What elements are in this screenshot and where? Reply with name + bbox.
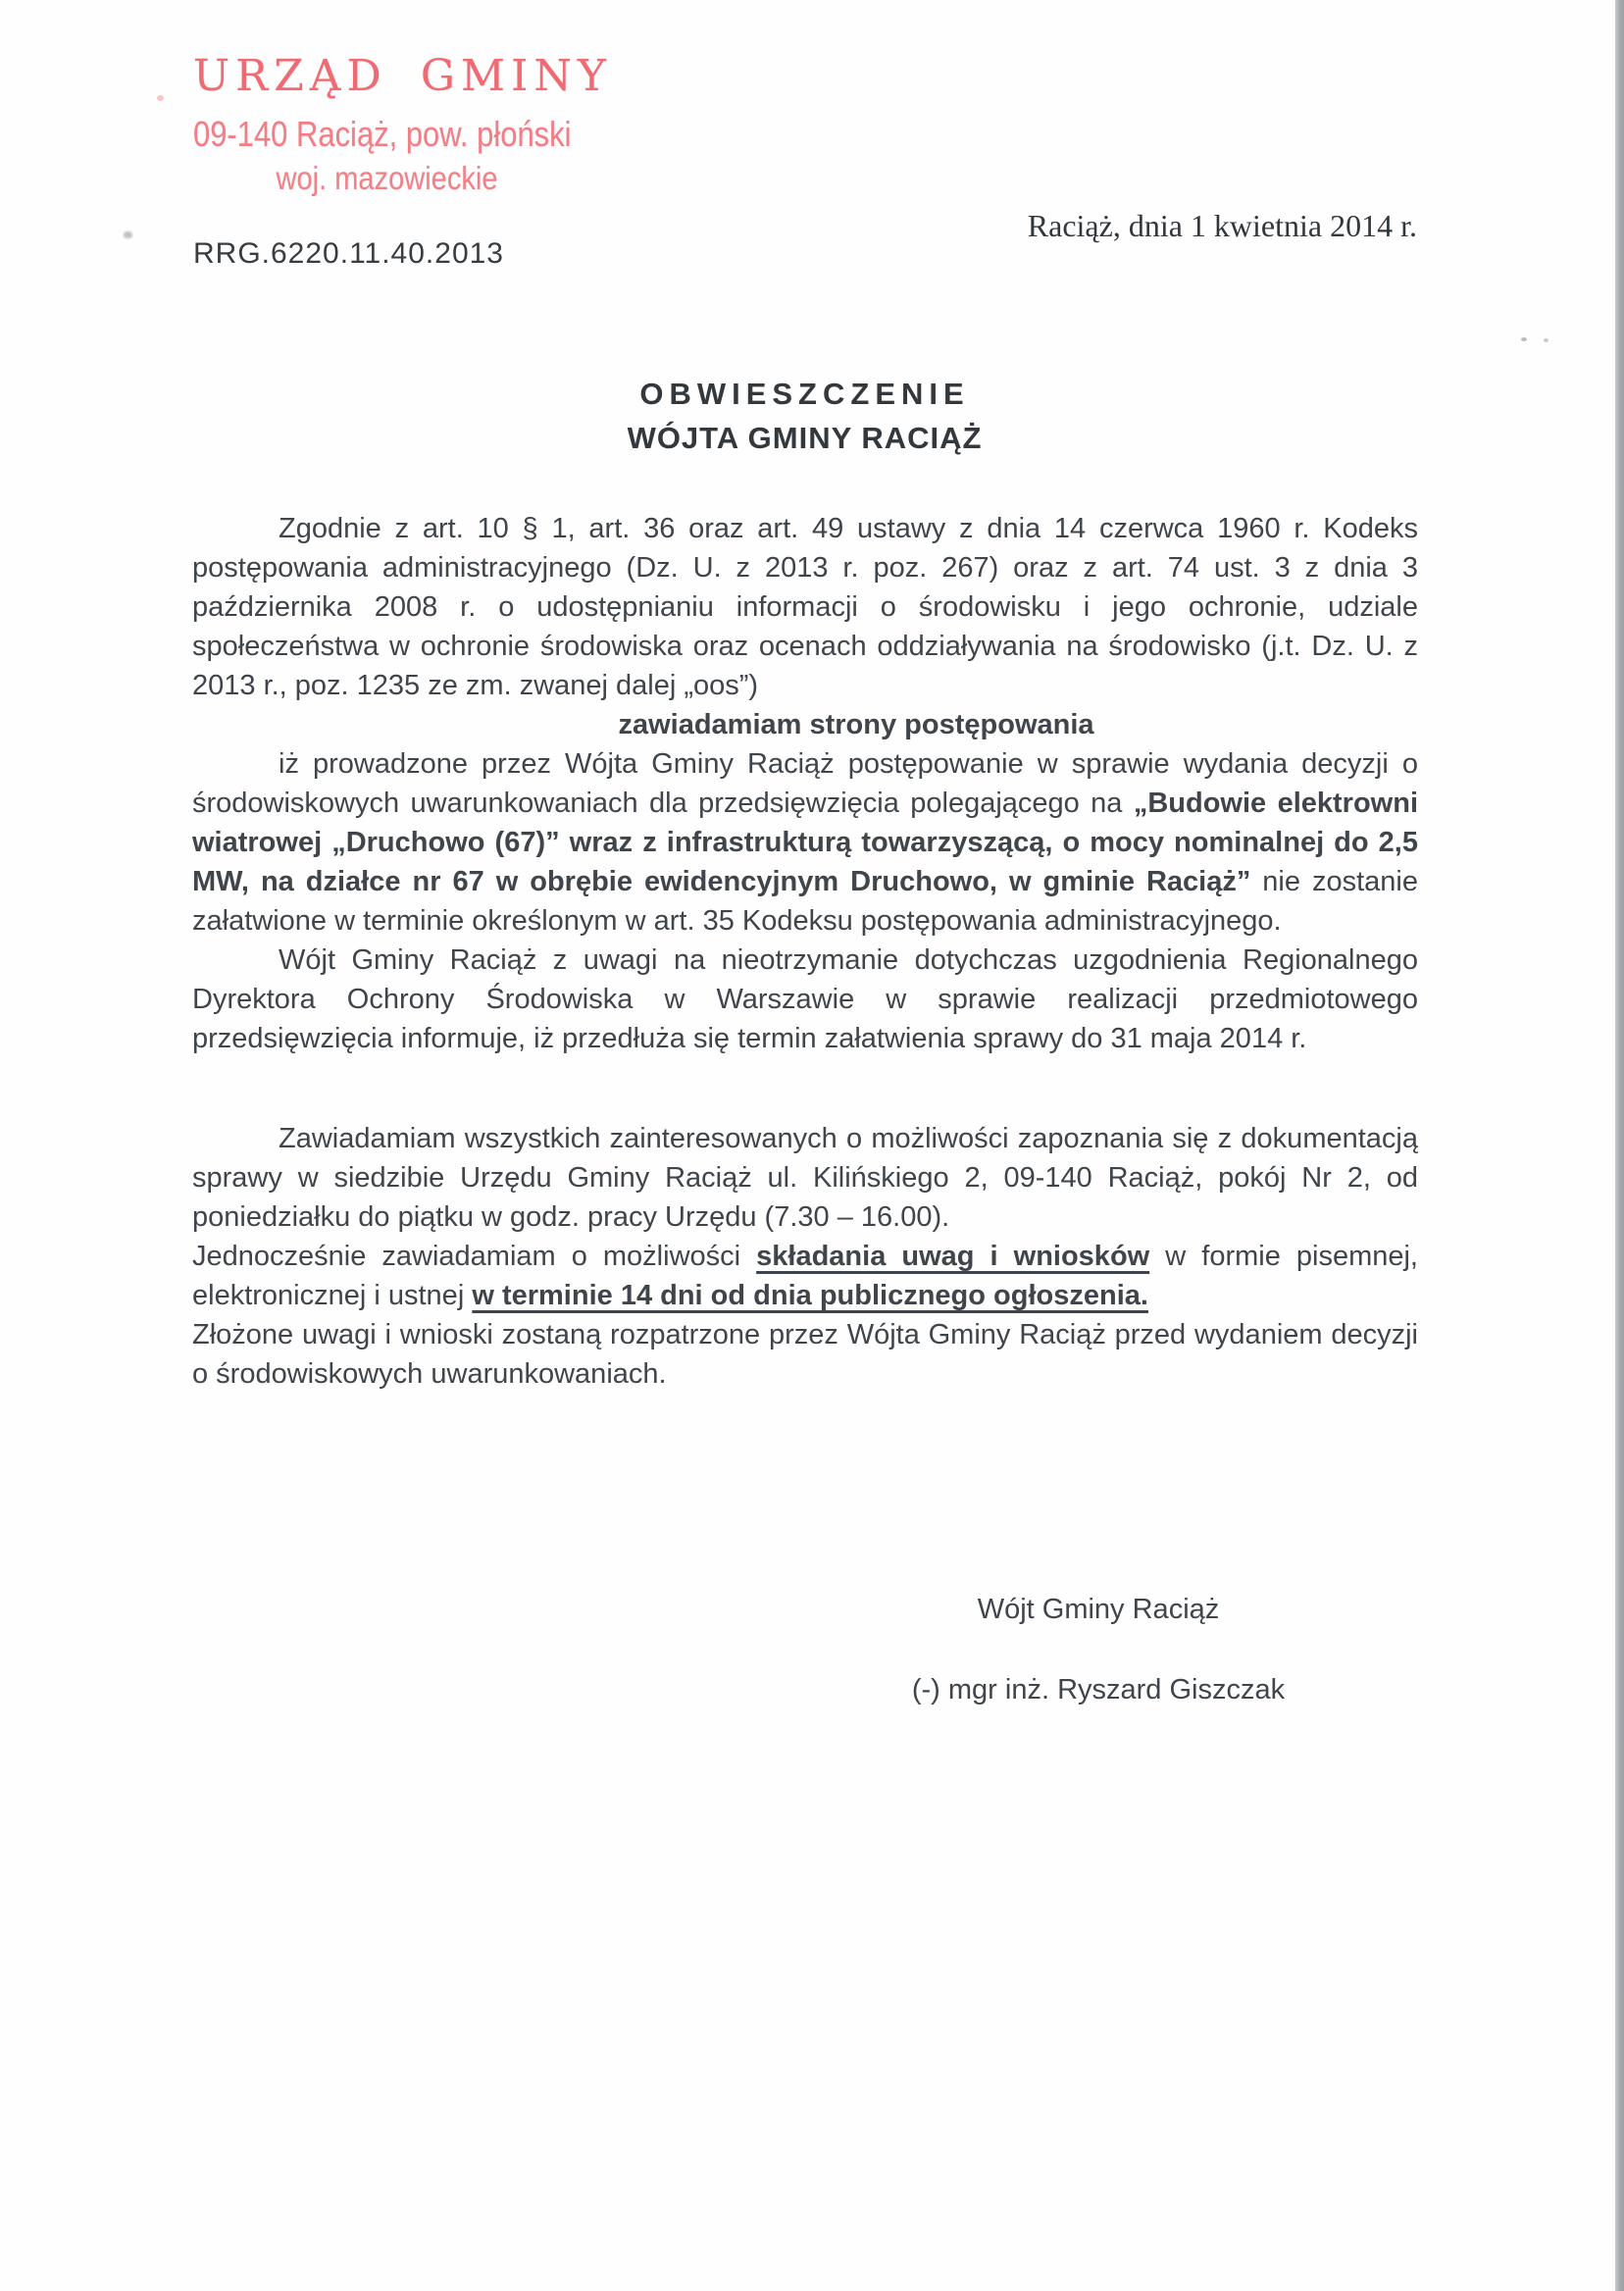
title-issuer: WÓJTA GMINY RACIĄŻ: [627, 421, 983, 455]
proceeding-text-tail: nie zostanie załatwione w terminie określonym w art. 35 Kodeksu postępowania administracyjnego.: [192, 866, 1418, 937]
subheading-notification: zawiadamiam strony postępowania: [618, 709, 1094, 740]
paragraph-remarks-submission: [192, 1237, 1418, 1315]
stamp-voivodeship-line: woj. mazowieckie: [276, 160, 498, 196]
place-date-line: Raciąż, dnia 1 kwietnia 2014 r.: [1027, 208, 1417, 243]
office-stamp: [193, 51, 612, 198]
stamp-address-line: 09-140 Raciąż, pow. płoński: [193, 114, 572, 154]
paragraph-deadline-extension: Wójt Gminy Raciąż z uwagi na nieotrzymanie dotychczas uzgodnienia Regionalnego Dyrektora Ochrony Środowiska w Warszawie w sprawie realizacji przedmiotowego przedsięwzięcia informuje, iż przedłuża się termin załatwienia sprawy do 31 maja 2014 r.: [192, 944, 1418, 1054]
paragraph-file-review-info: Zawiadamiam wszystkich zainteresowanych o możliwości zapoznania się z dokumentacją sprawy w siedzibie Urzędu Gminy Raciąż ul. Kilińskiego 2, 09-140 Raciąż, pokój Nr 2, od poniedziałku do piątku w godz. pracy Urzędu (7.30 – 16.00).: [192, 1123, 1418, 1233]
paragraph-proceeding: [192, 744, 1418, 941]
remarks-deadline-underlined: w terminie 14 dni od dnia publicznego ogłoszenia.: [472, 1280, 1148, 1311]
proceeding-text-lead: iż prowadzone przez Wójta Gminy Raciąż postępowanie w sprawie wydania decyzji o środowiskowych uwarunkowaniach dla przedsięwzięcia polegającego na: [192, 748, 1418, 819]
remarks-text-mid: w formie pisemnej, elektronicznej i ustnej: [192, 1241, 1418, 1311]
document-title: [192, 375, 1417, 458]
scan-edge-artifact: [1615, 0, 1624, 2291]
signature-name: (-) mgr inż. Ryszard Giszczak: [911, 1674, 1286, 1706]
signature-block: [863, 1590, 1334, 1709]
title-obwieszczenie: OBWIESZCZENIE: [639, 377, 970, 411]
scan-dot-artifact: [1521, 337, 1527, 341]
remarks-phrase-underlined: składania uwag i wniosków: [756, 1241, 1150, 1272]
paragraph-legal-basis: Zgodnie z art. 10 § 1, art. 36 oraz art. 49 ustawy z dnia 14 czerwca 1960 r. Kodeks postępowania administracyjnego (Dz. U. z 2013 r. poz. 267) oraz z art. 74 ust. 3 z dnia 3 października 2008 r. o udostępnianiu informacji o środowisku i jego ochronie, udziale społeczeństwa w ochronie środowiska oraz ocenach oddziaływania na środowisko (j.t. Dz. U. z 2013 r., poz. 1235 ze zm. zwanej dalej „oos”): [192, 513, 1418, 701]
scan-dot-artifact: [1544, 338, 1548, 342]
scan-smudge-artifact: [124, 231, 132, 238]
stamp-office-name: URZĄD GMINY: [193, 51, 612, 101]
stamp-ink-speck-artifact: [157, 95, 164, 101]
paragraph-consideration: Złożone uwagi i wnioski zostaną rozpatrzone przez Wójta Gminy Raciąż przed wydaniem decyzji o środowiskowych uwarunkowaniach.: [192, 1319, 1418, 1390]
proceeding-project-name-bold: „Budowie elektrowni wiatrowej „Druchowo (67)” wraz z infrastrukturą towarzyszącą, o mocy nominalnej do 2,5 MW, na działce nr 67 w obrębie ewidencyjnym Druchowo, w gminie Raciąż”: [192, 788, 1418, 897]
reference-number: RRG.6220.11.40.2013: [193, 237, 504, 270]
remarks-text-lead: Jednocześnie zawiadamiam o możliwości: [192, 1241, 757, 1272]
signature-title: Wójt Gminy Raciąż: [977, 1594, 1220, 1625]
document-body: [192, 509, 1418, 1394]
